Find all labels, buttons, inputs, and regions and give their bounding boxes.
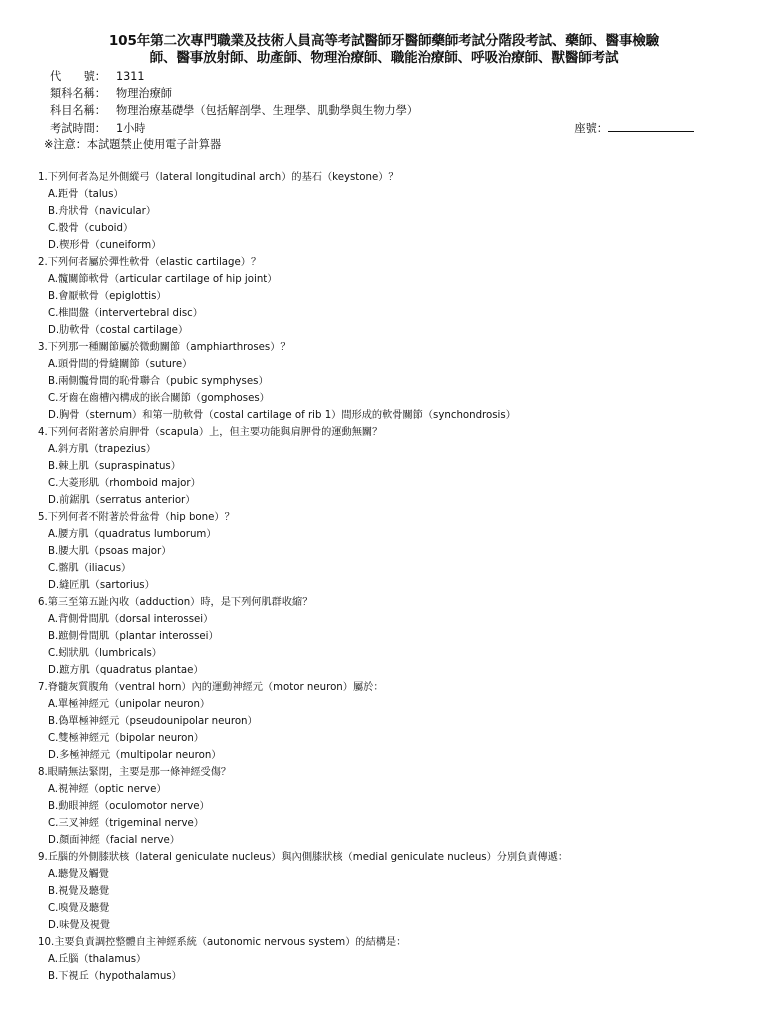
question-stem: 4.下列何者附著於肩胛骨（scapula）上，但主要功能與肩胛骨的運動無關？ [38,427,383,438]
question-stem: 3.下列那一種關節屬於微動關節（amphiarthroses）？ [38,342,291,353]
seat-label: 座號： [574,121,608,135]
meta-time [50,120,710,137]
question-stem: 8.眼睛無法緊閉，主要是那一條神經受傷？ [38,767,232,778]
answer-option: B.視覺及聽覺 [48,886,110,897]
question-item [38,934,758,985]
answer-option: A.背側骨間肌（dorsal interossei） [48,614,214,625]
category-value: 物理治療師 [116,87,172,101]
question-item [38,849,758,934]
title-line-1: 105年第二次專門職業及技術人員高等考試醫師牙醫師藥師考試分階段考試、藥師、醫事檢驗 [108,33,660,49]
subject-value: 物理治療基礎學（包括解剖學、生理學、肌動學與生物力學） [116,104,419,118]
answer-option: A.腰方肌（quadratus lumborum） [48,529,217,540]
calculator-notice: ※注意：本試題禁止使用電子計算器 [44,138,222,151]
answer-option: C.髂肌（iliacus） [48,563,132,574]
question-stem: 6.第三至第五趾內收（adduction）時，是下列何肌群收縮？ [38,597,313,608]
answer-option: C.大菱形肌（rhomboid major） [48,478,201,489]
answer-option: D.味覺及視覺 [48,920,111,931]
answer-option: B.兩側髖骨間的恥骨聯合（pubic symphyses） [48,376,269,387]
answer-option: A.頭骨間的骨縫關節（suture） [48,359,193,370]
meta-code [50,68,710,85]
question-item [38,339,758,424]
question-stem: 10.主要負責調控整體自主神經系統（autonomic nervous system）的結構是： [38,937,407,948]
question-item [38,764,758,849]
time-value: 1小時 [116,121,146,135]
answer-option: A.髖關節軟骨（articular cartilage of hip joint） [48,274,278,285]
answer-option: D.縫匠肌（sartorius） [48,580,155,591]
answer-option: C.蚓狀肌（lumbricals） [48,648,162,659]
code-value: 1311 [116,70,145,83]
answer-option: D.胸骨（sternum）和第一肋軟骨（costal cartilage of rib 1）間形成的軟骨關節（synchondrosis） [48,410,516,421]
answer-option: D.肋軟骨（costal cartilage） [48,325,189,336]
answer-option: D.蹠方肌（quadratus plantae） [48,665,204,676]
answer-option: D.顏面神經（facial nerve） [48,835,180,846]
answer-option: B.會厭軟骨（epiglottis） [48,291,167,302]
answer-option: D.前鋸肌（serratus anterior） [48,495,196,506]
answer-option: B.偽單極神經元（pseudounipolar neuron） [48,716,258,727]
question-list [38,169,758,985]
answer-option: A.聽覺及觸覺 [48,869,109,880]
exam-meta [50,68,710,137]
seat-field [574,120,694,137]
question-stem: 5.下列何者不附著於骨盆骨（hip bone）？ [38,512,235,523]
subject-label: 科目名稱： [50,104,106,118]
meta-category [50,85,710,102]
question-item [38,424,758,509]
answer-option: C.牙齒在齒槽內構成的嵌合關節（gomphoses） [48,393,270,404]
answer-option: C.嗅覺及聽覺 [48,903,110,914]
meta-subject [50,102,710,119]
seat-blank-line [608,121,694,132]
answer-option: A.丘腦（thalamus） [48,954,147,965]
time-label: 考試時間： [50,121,106,135]
answer-option: B.下視丘（hypothalamus） [48,971,182,982]
question-stem: 7.脊髓灰質腹角（ventral horn）內的運動神經元（motor neuron）屬於： [38,682,384,693]
answer-option: B.棘上肌（supraspinatus） [48,461,181,472]
question-item [38,679,758,764]
code-label: 代 號： [50,70,106,83]
exam-title [40,33,728,67]
question-item [38,254,758,339]
question-stem: 1.下列何者為足外側縱弓（lateral longitudinal arch）的基石（keystone）？ [38,172,399,183]
question-item [38,169,758,254]
answer-option: A.距骨（talus） [48,189,124,200]
answer-option: D.多極神經元（multipolar neuron） [48,750,222,761]
answer-option: B.舟狀骨（navicular） [48,206,157,217]
answer-option: C.三叉神經（trigeminal nerve） [48,818,204,829]
answer-option: B.動眼神經（oculomotor nerve） [48,801,210,812]
answer-option: C.椎間盤（intervertebral disc） [48,308,203,319]
title-line-2: 師、醫事放射師、助產師、物理治療師、職能治療師、呼吸治療師、獸醫師考試 [149,50,619,66]
answer-option: D.楔形骨（cuneiform） [48,240,162,251]
question-item [38,594,758,679]
question-stem: 9.丘腦的外側膝狀核（lateral geniculate nucleus）與內側膝狀核（medial geniculate nucleus）分別負責傳遞： [38,852,569,863]
answer-option: C.骰骨（cuboid） [48,223,134,234]
answer-option: A.視神經（optic nerve） [48,784,167,795]
answer-option: C.雙極神經元（bipolar neuron） [48,733,204,744]
category-label: 類科名稱： [50,87,106,101]
question-stem: 2.下列何者屬於彈性軟骨（elastic cartilage）？ [38,257,262,268]
answer-option: B.蹠側骨間肌（plantar interossei） [48,631,219,642]
answer-option: B.腰大肌（psoas major） [48,546,172,557]
question-item [38,509,758,594]
answer-option: A.單極神經元（unipolar neuron） [48,699,211,710]
answer-option: A.斜方肌（trapezius） [48,444,157,455]
